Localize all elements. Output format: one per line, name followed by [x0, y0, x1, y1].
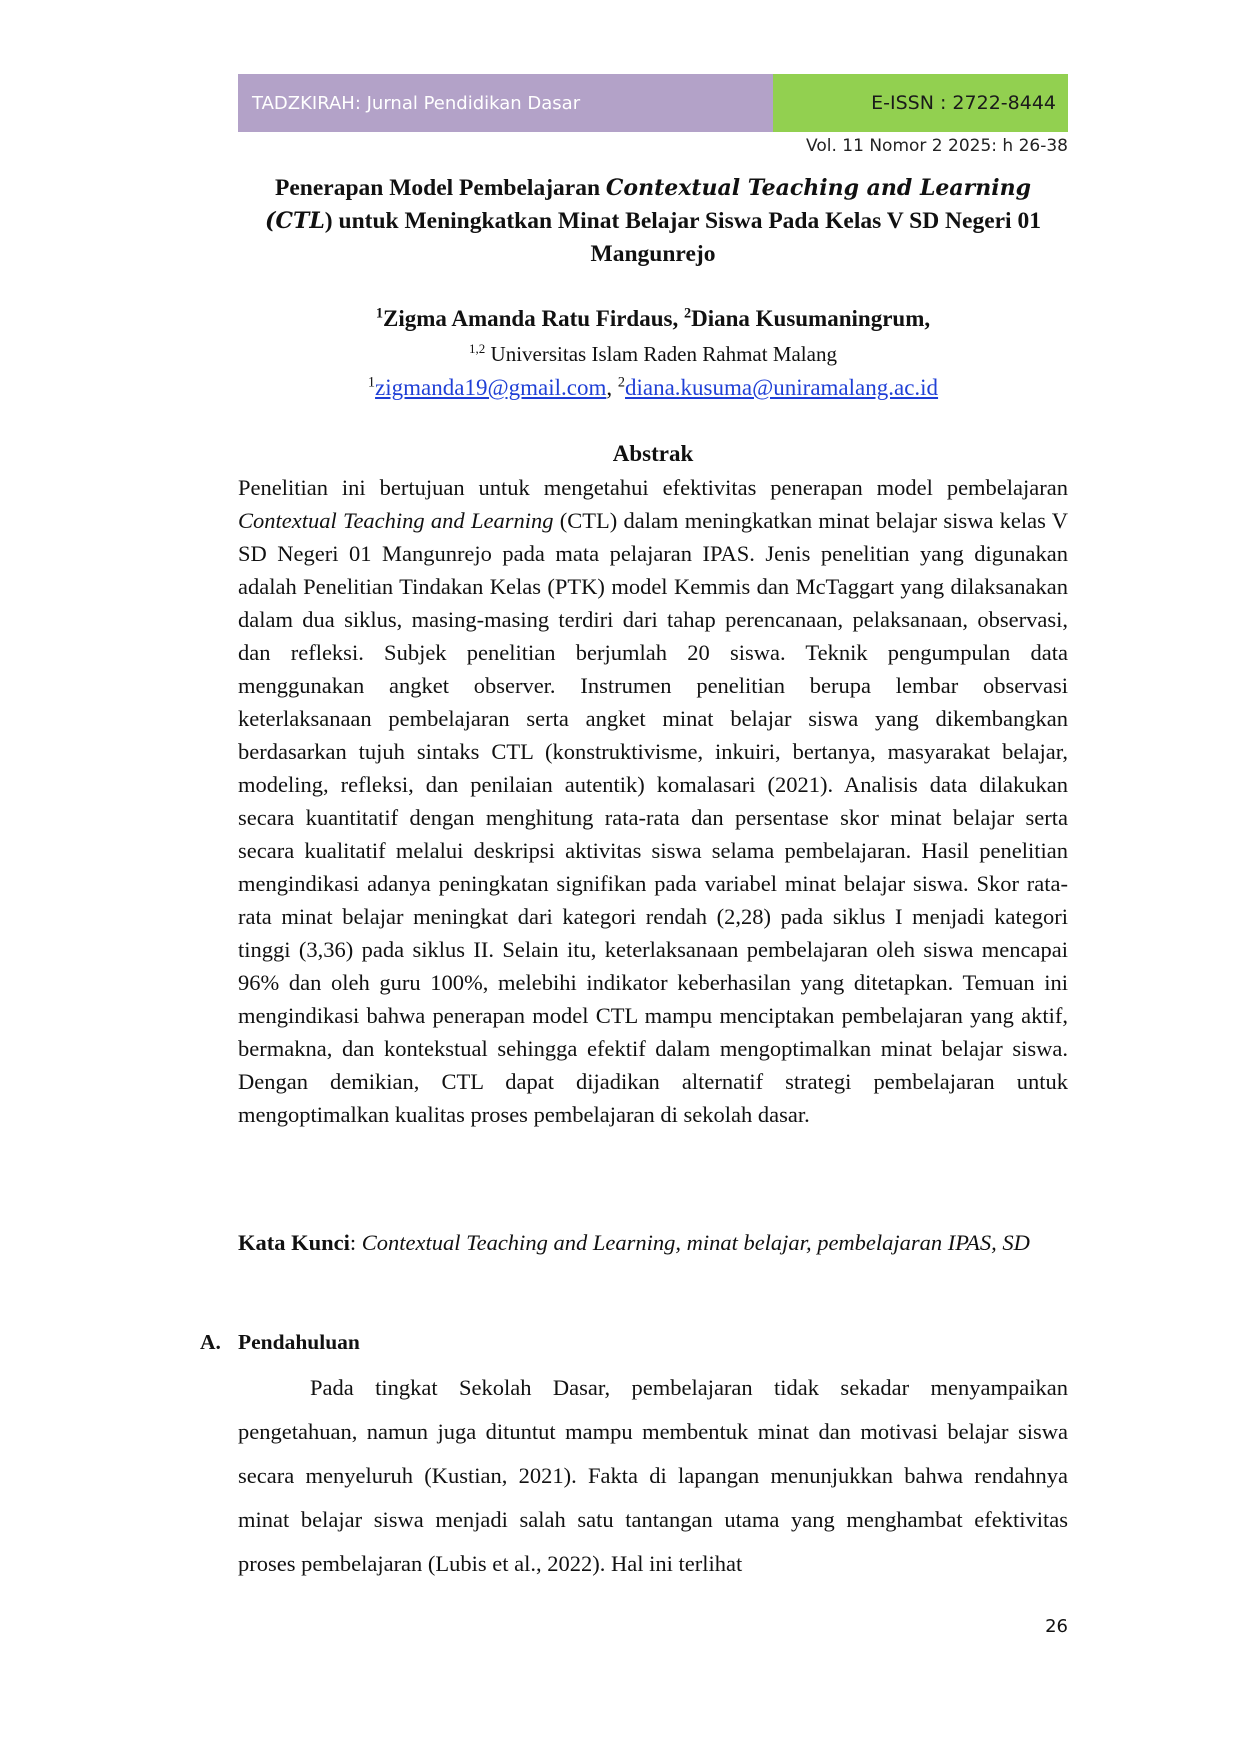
journal-header	[238, 74, 1068, 132]
author-1: Zigma Amanda Ratu Firdaus,	[383, 306, 684, 331]
paper-title: Penerapan Model Pembelajaran Contextual Teaching and Learning (CTL) untuk Meningkatkan Minat Belajar Siswa Pada Kelas V SD Negeri 01 Mangunrejo	[265, 175, 1041, 267]
journal-name: TADZKIRAH: Jurnal Pendidikan Dasar	[238, 74, 773, 132]
email-link-1[interactable]: zigmanda19@gmail.com	[375, 375, 607, 400]
author-emails: $^1$zigmanda19@gmail.com, $^2$diana.kusuma@uniramalang.ac.id	[367, 374, 939, 400]
volume-info: Vol. 11 Nomor 2 2025: h 26-38	[806, 136, 1068, 156]
abstract-text: Penelitian ini bertujuan untuk mengetahui efektivitas penerapan model pembelajaran Contextual Teaching and Learning (CTL) dalam meningkatkan minat belajar siswa kelas V SD Negeri 01 Mangunrejo pada mata pelajaran IPAS. Jenis penelitian yang digunakan adalah Penelitian Tindakan Kelas (PTK) model Kemmis dan McTaggart yang dilaksanakan dalam dua siklus, masing-masing terdiri dari tahap perencanaan, pelaksanaan, observasi, dan refleksi. Subjek penelitian berjumlah 20 siswa. Teknik pengumpulan data menggunakan angket observer. Instrumen penelitian berupa lembar observasi keterlaksanaan pembelajaran serta angket minat belajar siswa yang dikembangkan berdasarkan tujuh sintaks CTL (konstruktivisme, inkuiri, bertanya, masyarakat belajar, modeling, refleksi, dan penilaian autentik) komalasari (2021). Analisis data dilakukan secara kuantitatif dengan menghitung rata-rata dan persentase skor minat belajar serta secara kualitatif melalui deskripsi aktivitas siswa selama pembelajaran. Hasil penelitian mengindikasi adanya peningkatan signifikan pada variabel minat belajar siswa. Skor rata-rata minat belajar meningkat dari kategori rendah (2,28) pada siklus I menjadi kategori tinggi (3,36) pada siklus II. Selain itu, keterlaksanaan pembelajaran oleh siswa mencapai 96% dan oleh guru 100%, melebihi indikator keberhasilan yang ditetapkan. Temuan ini mengindikasi bahwa penerapan model CTL mampu menciptakan pembelajaran yang aktif, bermakna, dan kontekstual sehingga efektif dalam mengoptimalkan minat belajar siswa. Dengan demikian, CTL dapat dijadikan alternatif strategi pembelajaran untuk mengoptimalkan kualitas proses pembelajaran di sekolah dasar.	[238, 475, 1068, 1127]
page-number: 26	[1045, 1616, 1068, 1637]
affiliation: $^{1,2}$ Universitas Islam Raden Rahmat Malang	[469, 341, 837, 366]
keywords: Kata Kunci: Contextual Teaching and Learning, minat belajar, pembelajaran IPAS, SD	[238, 1230, 1030, 1255]
author-list: $^1$Zigma Amanda Ratu Firdaus, $^2$Diana Kusumaningrum,	[375, 305, 931, 331]
intro-paragraph: Pada tingkat Sekolah Dasar, pembelajaran tidak sekadar menyampaikan pengetahuan, namun juga dituntut mampu membentuk minat dan motivasi belajar siswa secara menyeluruh (Kustian, 2021). Fakta di lapangan menunjukkan bahwa rendahnya minat belajar siswa menjadi salah satu tantangan utama yang menghambat efektivitas proses pembelajaran (Lubis et al., 2022). Hal ini terlihat	[238, 1375, 1068, 1576]
abstract-heading: Abstrak	[612, 441, 694, 466]
section-heading: A. Pendahuluan	[200, 1330, 360, 1354]
keywords-label: Kata Kunci	[238, 1230, 350, 1255]
author-2: Diana Kusumaningrum,	[691, 306, 931, 331]
journal-issn: E-ISSN : 2722-8444	[773, 74, 1068, 132]
email-link-2[interactable]: diana.kusuma@uniramalang.ac.id	[625, 375, 939, 400]
keywords-values: Contextual Teaching and Learning, minat belajar, pembelajaran IPAS, SD	[361, 1230, 1030, 1255]
